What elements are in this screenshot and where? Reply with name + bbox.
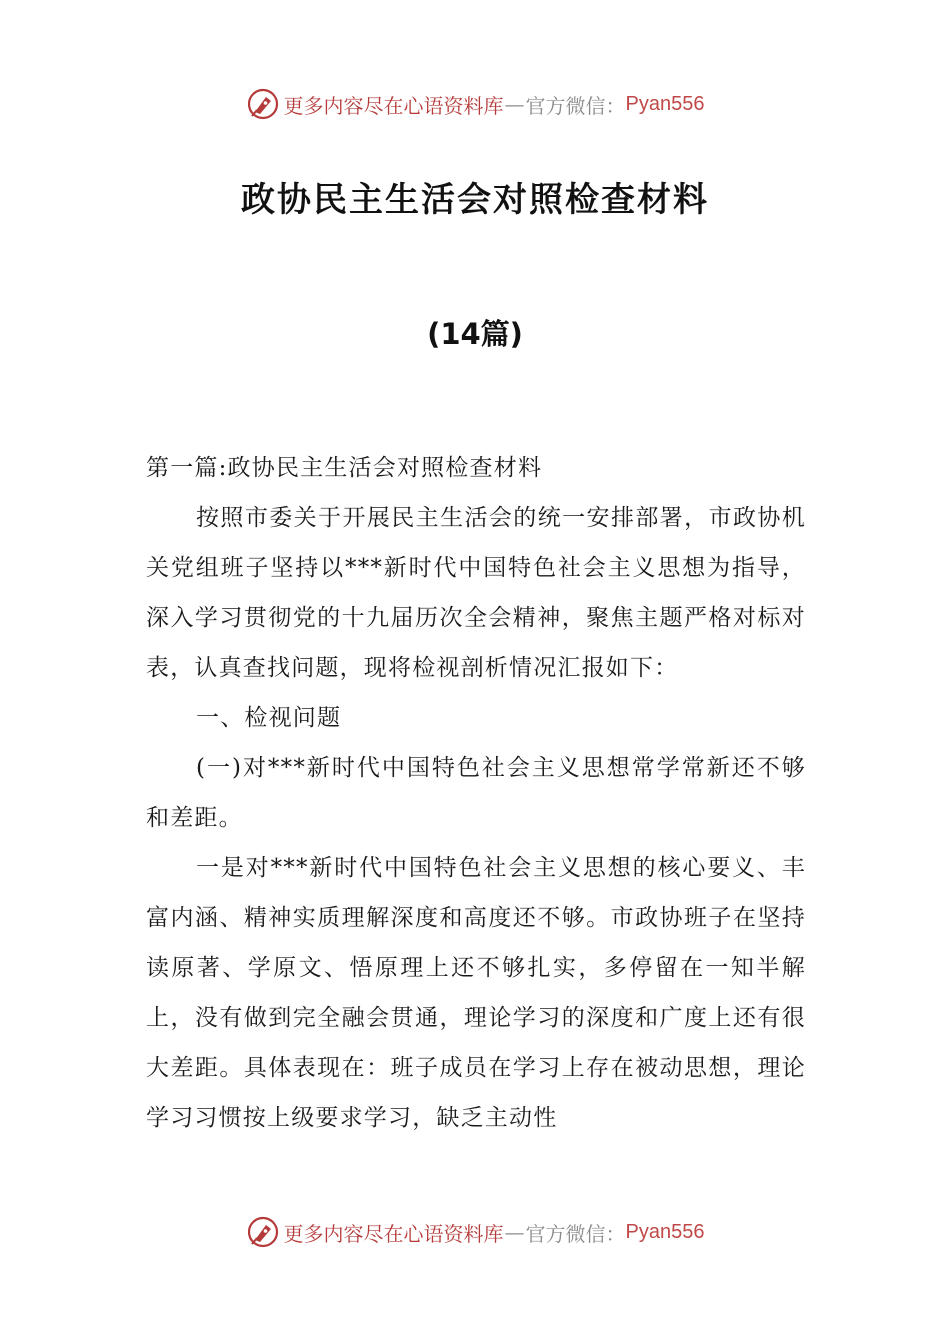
pen-nib-icon <box>246 87 280 121</box>
watermark-banner-top <box>0 84 950 124</box>
watermark-banner-bottom <box>0 1212 950 1252</box>
section-heading: 第一篇:政协民主生活会对照检查材料 <box>146 455 543 481</box>
watermark-official-label: 官方微信： <box>525 93 626 118</box>
watermark-wechat-id: Pyan556 <box>625 92 705 115</box>
paragraph: (一)对***新时代中国特色社会主义思想常学常新还不够和差距。 <box>146 755 806 831</box>
paragraph: 按照市委关于开展民主生活会的统一安排部署，市政协机关党组班子坚持以***新时代中国特色社会主义思想为指导，深入学习贯彻党的十九届历次全会精神，聚焦主题严格对标对表，认真查找问题，现将检视剖析情况汇报如下： <box>146 505 806 681</box>
watermark-main-text: 更多内容尽在心语资料库 <box>283 93 504 118</box>
document-title: 政协民主生活会对照检查材料 <box>241 180 709 220</box>
watermark-main-text: 更多内容尽在心语资料库 <box>283 1221 504 1246</box>
watermark-wechat-id: Pyan556 <box>625 1220 705 1243</box>
watermark-dash: — <box>504 92 525 116</box>
watermark-dash: — <box>504 1220 525 1244</box>
paragraph: 一是对***新时代中国特色社会主义思想的核心要义、丰富内涵、精神实质理解深度和高度还不够。市政协班子在坚持读原著、学原文、悟原理上还不够扎实，多停留在一知半解上，没有做到完全融会贯通，理论学习的深度和广度上还有很大差距。具体表现在：班子成员在学习上存在被动思想，理论学习习惯按上级要求学习，缺乏主动性 <box>146 855 806 1131</box>
document-body <box>146 443 806 1143</box>
watermark-official-label: 官方微信： <box>525 1221 626 1246</box>
document-subtitle: (14篇) <box>427 317 523 351</box>
pen-nib-icon <box>246 1215 280 1249</box>
subheading-issues: 一、检视问题 <box>196 705 342 731</box>
